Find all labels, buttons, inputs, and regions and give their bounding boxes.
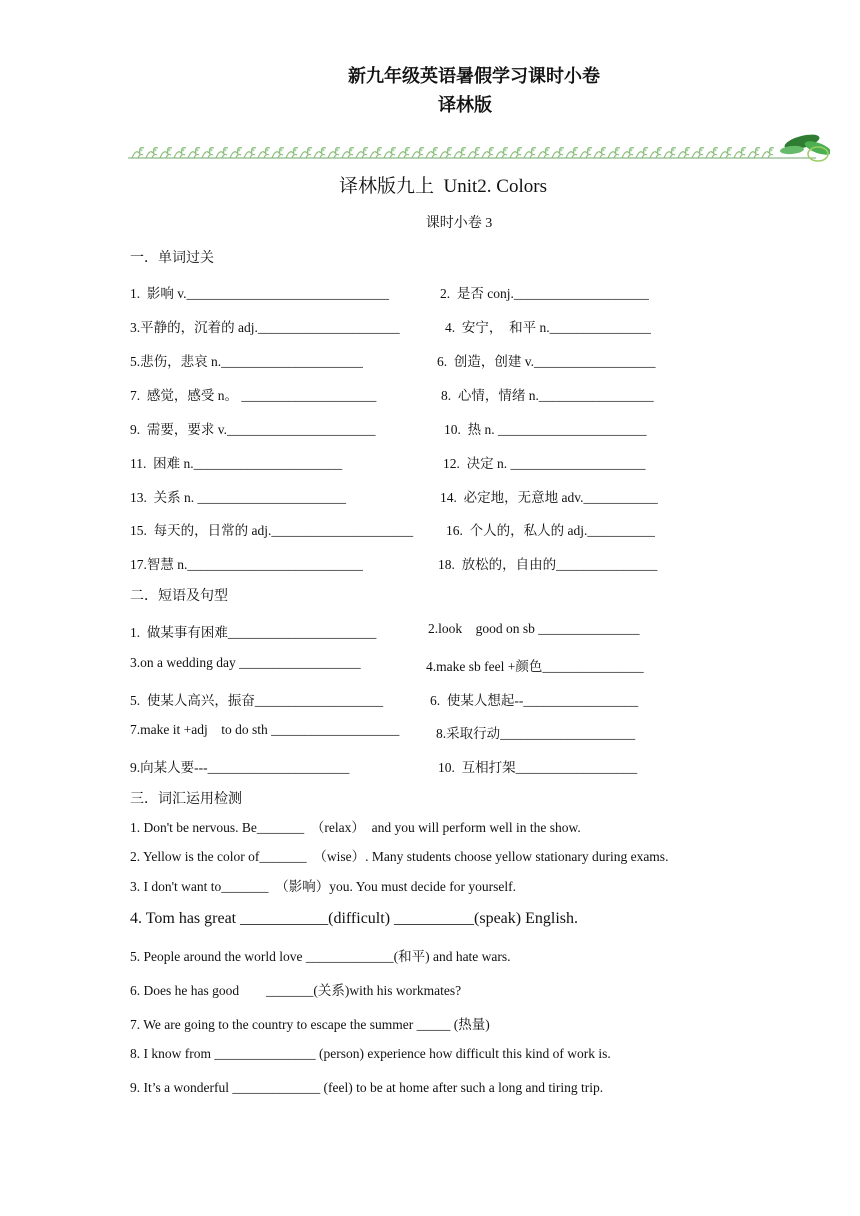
unit-title: 译林版九上 Unit2. Colors: [339, 176, 547, 197]
question-item: 6. 创造，创建 v.__________________: [437, 354, 656, 369]
question-item: 3.平静的，沉着的 adj._____________________: [130, 320, 400, 335]
question-item: 10. 热 n. ______________________: [444, 422, 647, 437]
question-item: 15. 每天的，日常的 adj._____________________: [130, 523, 414, 538]
question-item: 1. 影响 v.______________________________: [130, 286, 389, 301]
question-item: 12. 决定 n. ____________________: [443, 456, 646, 471]
paper-title: 课时小卷 3: [425, 216, 493, 231]
question-item: 4.make sb feel +颜色_______________: [426, 659, 644, 674]
exercise-item: 4. Tom has great ___________(difficult) __________(speak) English.: [130, 910, 578, 927]
question-item: 5.悲伤，悲哀 n._____________________: [130, 354, 363, 369]
question-item: 4. 安宁， 和平 n._______________: [445, 320, 651, 335]
exercise-item: 5. People around the world love _____________(和平) and hate wars.: [130, 949, 511, 964]
question-item: 8.采取行动____________________: [436, 726, 636, 741]
question-item: 17.智慧 n.__________________________: [130, 557, 363, 572]
question-item: 13. 关系 n. ______________________: [130, 490, 346, 505]
question-item: 10. 互相打架__________________: [438, 760, 638, 775]
question-item: 11. 困难 n.______________________: [130, 456, 343, 471]
question-item: 5. 使某人高兴，振奋___________________: [130, 693, 384, 708]
exercise-item: 6. Does he has good _______(关系)with his workmates?: [130, 983, 462, 998]
question-item: 1. 做某事有困难______________________: [130, 625, 377, 640]
question-item: 18. 放松的，自由的_______________: [438, 557, 658, 572]
section-heading-exercises: 三．词汇运用检测: [130, 792, 242, 807]
question-item: 3.on a wedding day __________________: [130, 655, 361, 670]
question-item: 7.make it +adj to do sth ___________________: [130, 722, 400, 737]
document-title: 新九年级英语暑假学习课时小卷: [348, 66, 600, 86]
question-item: 9. 需要，要求 v.______________________: [130, 422, 376, 437]
question-item: 16. 个人的，私人的 adj.__________: [446, 523, 655, 538]
question-item: 7. 感觉，感受 n。 ____________________: [130, 388, 377, 403]
document-subtitle: 译林版: [438, 95, 492, 115]
exercise-item: 9. It’s a wonderful _____________ (feel) to be at home after such a long and tiring trip.: [130, 1080, 604, 1095]
exercise-item: 2. Yellow is the color of_______ （wise）. Many students choose yellow stationary during exams.: [130, 849, 669, 864]
question-item: 8. 心情，情绪 n._________________: [441, 388, 654, 403]
vine-pattern: [132, 148, 774, 158]
question-item: 6. 使某人想起--_________________: [430, 693, 639, 708]
exercise-item: 7. We are going to the country to escape the summer _____ (热量): [130, 1017, 490, 1032]
leaf-logo-icon: [780, 132, 830, 161]
question-item: 2. 是否 conj.____________________: [440, 286, 649, 301]
question-item: 9.向某人要---_____________________: [130, 760, 350, 775]
section-heading-phrases: 二．短语及句型: [130, 589, 228, 604]
question-item: 2.look good on sb _______________: [428, 621, 640, 636]
decorative-banner: [128, 128, 830, 164]
question-item: 14. 必定地，无意地 adv.___________: [440, 490, 658, 505]
exercise-item: 1. Don't be nervous. Be_______ （relax） and you will perform well in the show.: [130, 820, 581, 835]
section-heading-vocabulary: 一．单词过关: [130, 251, 214, 266]
exercise-item: 8. I know from _______________ (person) experience how difficult this kind of work is.: [130, 1046, 611, 1061]
exercise-item: 3. I don't want to_______ （影响）you. You must decide for yourself.: [130, 879, 517, 894]
